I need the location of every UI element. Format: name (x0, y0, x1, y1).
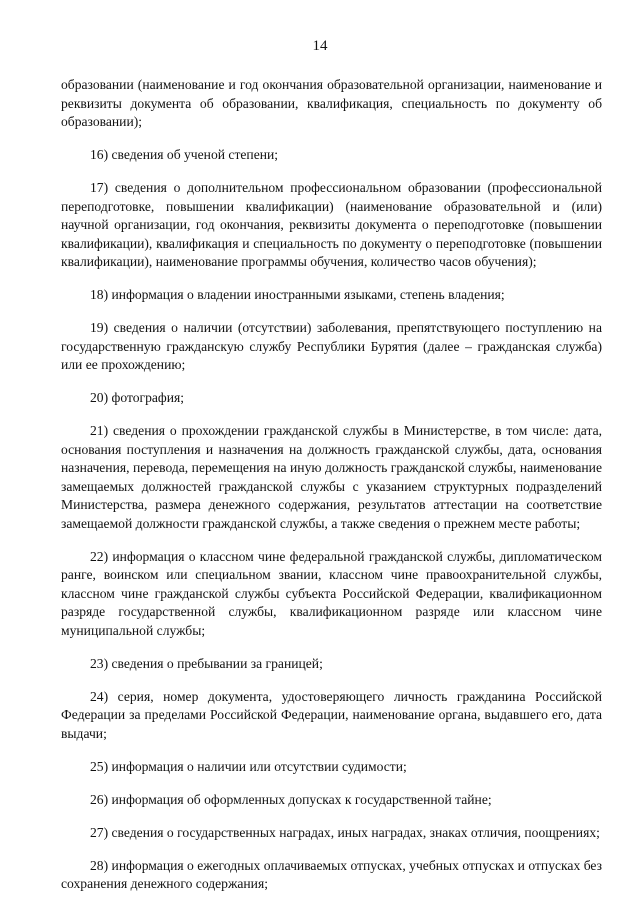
list-item-17: 17) сведения о дополнительном профессиональном образовании (профессиональной переподготовке, повышении квалификации) (наименование образовательной и (или) научной организации, год окончания, реквизиты документа о переподготовке (повышении квалификации), квалификация и специальность по документу о переподготовке (повышении квалификации), наименование программы обучения, количество часов обучения); (61, 180, 602, 269)
list-item-25: 25) информация о наличии или отсутствии судимости; (90, 758, 407, 774)
list-item-24: 24) серия, номер документа, удостоверяющего личность гражданина Российской Федерации за пределами Российской Федерации, наименование органа, выдавшего его, дата выдачи; (61, 688, 602, 741)
list-item-21: 21) сведения о прохождении гражданской службы в Министерстве, в том числе: дата, основания поступления и назначения на должность гражданской службы, дата, основания назначения, перевода, перемещения на иную должность гражданской службы, наименование замещаемых должностей гражданской службы с указанием структурных подразделений Министерства, размера денежного содержания, результатов аттестации на соответствие замещаемой должности гражданской службы, а также сведения о прежнем месте работы; (61, 423, 602, 531)
list-item-27: 27) сведения о государственных наградах, иных наградах, знаках отличия, поощрениях; (90, 824, 600, 840)
list-item-23: 23) сведения о пребывании за границей; (90, 655, 323, 671)
paragraph-continuation: образовании (наименование и год окончания образовательной организации, наименование и реквизиты документа об образовании, квалификация, специальность по документу об образовании); (61, 77, 602, 129)
list-item-16: 16) сведения об ученой степени; (90, 147, 279, 162)
list-item-18: 18) информация о владении иностранными языками, степень владения; (90, 287, 505, 302)
list-item-22: 22) информация о классном чине федеральной гражданской службы, дипломатическом ранге, воинском или специальном звании, классном чине правоохранительной службы, классном чине гражданской службы субъекта Российской Федерации, квалификационном разряде государственной службы, квалификационном разряде или классном чине муниципальной службы; (61, 548, 602, 638)
list-item-28: 28) информация о ежегодных оплачиваемых отпусках, учебных отпусках и отпусках без сохранения денежного содержания; (61, 857, 602, 891)
list-item-26: 26) информация об оформленных допусках к государственной тайне; (90, 791, 492, 807)
list-item-20: 20) фотография; (90, 390, 185, 405)
page-number: 14 (312, 38, 328, 54)
list-item-19: 19) сведения о наличии (отсутствии) заболевания, препятствующего поступлению на государственную гражданскую службу Республики Бурятия (далее – гражданская служба) или ее прохождению; (61, 320, 602, 372)
page-body (61, 76, 602, 894)
